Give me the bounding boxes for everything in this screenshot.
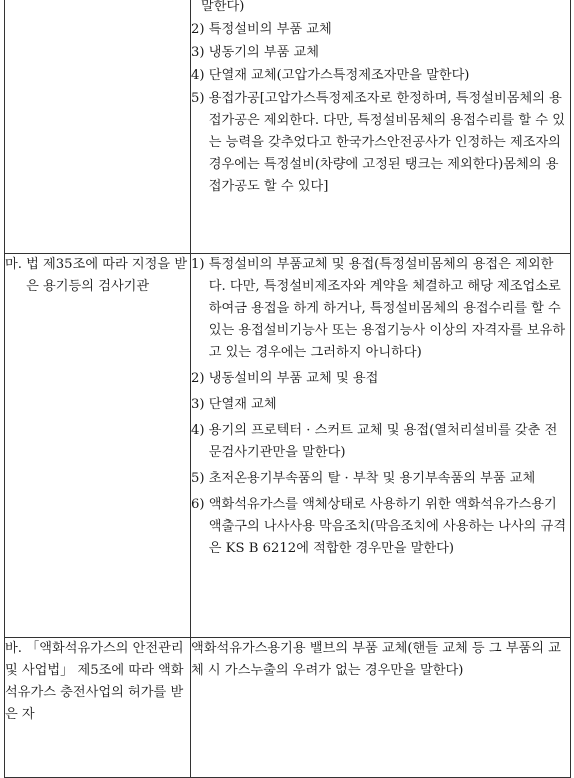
row3-left-cell	[5, 638, 191, 778]
item-number: 3)	[191, 45, 209, 60]
item-text: 용기의 프로텍터 · 스커트 교체 및 용접(열처리설비를 갖춘 전문검사기관만을 말한다)	[208, 423, 558, 460]
table-row	[5, 638, 571, 778]
item-number: 2)	[191, 371, 209, 386]
item-number: 5)	[191, 471, 209, 486]
list-item	[191, 420, 570, 464]
row3-right-text: 액화석유가스용기용 밸브의 부품 교체(핸들 교체 등 그 부품의 교체 시 가스누출의 우려가 없는 경우만을 말한다)	[191, 641, 561, 678]
list-item	[191, 65, 570, 87]
list-item	[191, 88, 570, 198]
item-text: 말한다)	[201, 0, 245, 14]
item-number: 6)	[191, 497, 209, 512]
row2-left-text: 법 제35조에 따라 지정을 받은 용기등의 검사기관	[26, 257, 188, 294]
item-text: 용접가공[고압가스특정제조자로 한정하며, 특정설비몸체의 용접가공은 제외한다. 다만, 특정설비몸체의 용접수리를 할 수 있는 능력을 갖추었다고 한국가스안전공사가 인정하는 제조자의 경우에는 특정설비(차량에 고정된 탱크는 제외한다)몸체의 용접가공도 할 수 있다]	[208, 91, 565, 194]
row3-right-cell	[191, 638, 571, 778]
item-number: 2)	[191, 22, 209, 37]
item-text: 단열재 교체(고압가스특정제조자만을 말한다)	[208, 68, 470, 83]
row2-left-cell	[5, 254, 191, 638]
list-item	[191, 394, 570, 416]
item-number: 4)	[191, 423, 209, 438]
item-text: 특정설비의 부품 교체	[208, 22, 332, 37]
row3-left-text: 바. 「액화석유가스의 안전관리 및 사업법」 제5조에 따라 액화석유가스 충전사업의 허가를 받은 자	[5, 641, 184, 722]
item-number: 5)	[191, 91, 209, 106]
table-row	[5, 254, 571, 638]
list-item	[191, 42, 570, 64]
regulation-table	[4, 0, 571, 778]
item-number: 1)	[191, 257, 209, 272]
item-text: 액화석유가스를 액체상태로 사용하기 위한 액화석유가스용기 액출구의 나사사용 막음조치(막음조치에 사용하는 나사의 규격은 KS B 6212에 적합한 경우만을 말한다)	[208, 497, 567, 556]
list-item	[191, 494, 570, 560]
item-text: 냉동설비의 부품 교체 및 용접	[208, 371, 379, 386]
item-number: 3)	[191, 397, 209, 412]
row2-left-label	[5, 254, 190, 298]
item-text: 특정설비의 부품교체 및 용접(특정설비몸체의 용접은 제외한다. 다만, 특정설비제조자와 계약을 체결하고 해당 제조업소로 하여금 용접을 하게 하거나, 특정설비몸체의 용접수리를 할 수 있는 용접설비기능사 또는 용접기능사 이상의 자격자를 보유하고 있는 경우에는 그러하지 아니하다)	[208, 257, 566, 360]
list-item	[191, 19, 570, 41]
table-row	[5, 0, 571, 254]
item-prefix: 마.	[5, 257, 27, 272]
list-item	[191, 468, 570, 490]
row1-left-cell	[5, 0, 191, 254]
item-text: 초저온용기부속품의 탈 · 부착 및 용기부속품의 부품 교체	[208, 471, 536, 486]
row2-right-cell	[191, 254, 571, 638]
item-number: 4)	[191, 68, 209, 83]
list-item	[191, 0, 570, 18]
list-item	[191, 254, 570, 364]
item-text: 냉동기의 부품 교체	[208, 45, 320, 60]
item-text: 단열재 교체	[208, 397, 277, 412]
row1-right-cell	[191, 0, 571, 254]
list-item	[191, 368, 570, 390]
